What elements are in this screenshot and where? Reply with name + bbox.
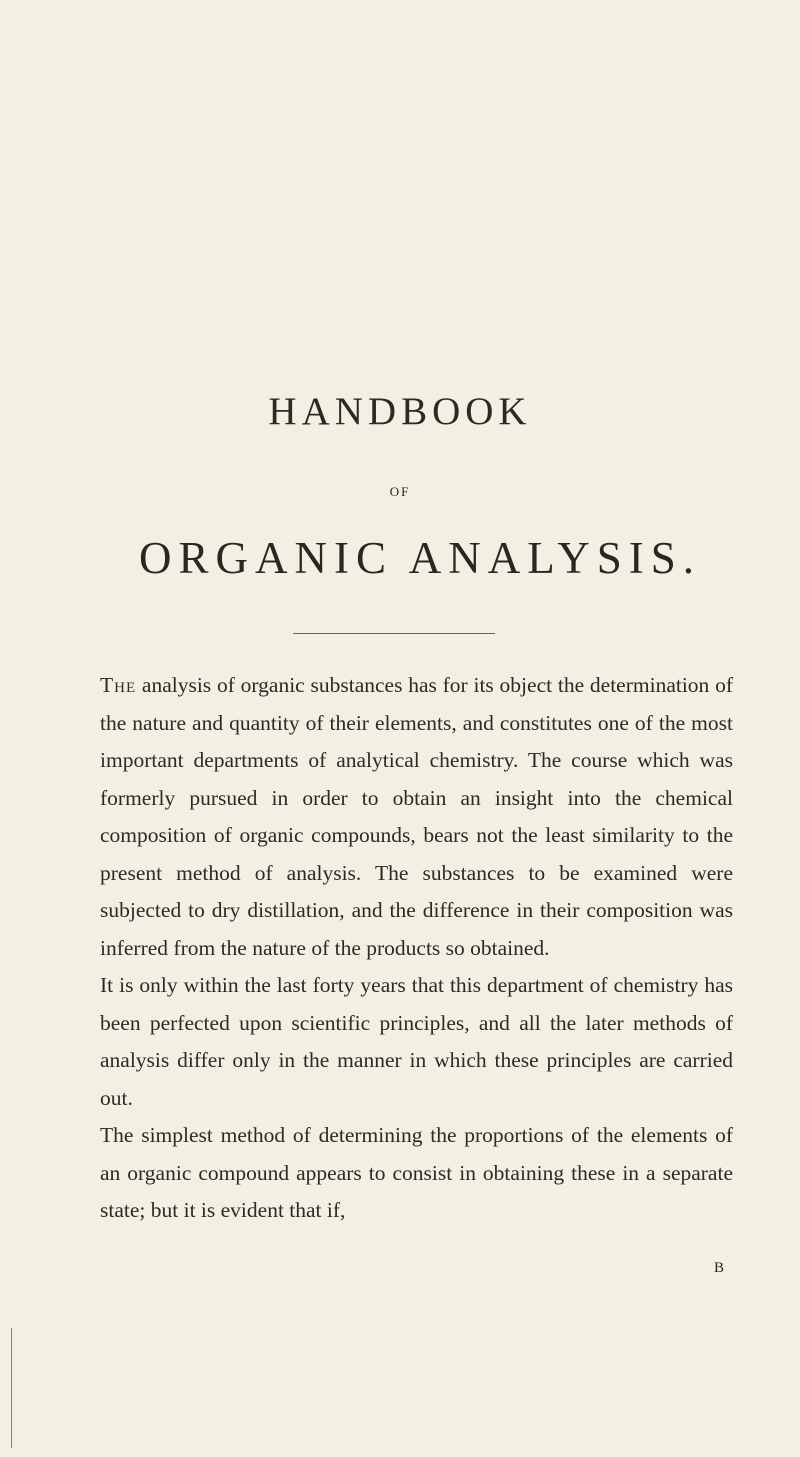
title-organic-analysis: ORGANIC ANALYSIS. (138, 533, 702, 583)
paragraph-3: The simplest method of determining the proportions of the elements of an organic compound appears to consist in obtaining these in a separate state; but it is evident that if, (100, 1123, 733, 1222)
paragraph-1-lead: The (100, 673, 137, 697)
paragraph-1-text: analysis of organic substances has for its object the determination of the nature and quantity of their elements, and constitutes one of the most important departments of analytical chemistry. The course which was formerly pursued in order to obtain an insight into the chemical composition of organic compounds, bears not the least similarity to the present method of analysis. The substances to be examined were subjected to dry distillation, and the difference in their composition was inferred from the nature of the products so obtained. (100, 673, 733, 960)
page-edge-line (11, 1328, 12, 1448)
title-of: OF (389, 484, 411, 499)
signature-mark: B (714, 1260, 726, 1276)
body-text (100, 667, 733, 1230)
paragraph-1 (100, 667, 733, 967)
title-handbook: HANDBOOK (268, 390, 532, 433)
title-rule (293, 633, 495, 634)
paragraph-2: It is only within the last forty years that this department of chemistry has been perfected upon scientific principles, and all the later methods of analysis differ only in the manner in which these principles are carried out. (100, 973, 733, 1110)
